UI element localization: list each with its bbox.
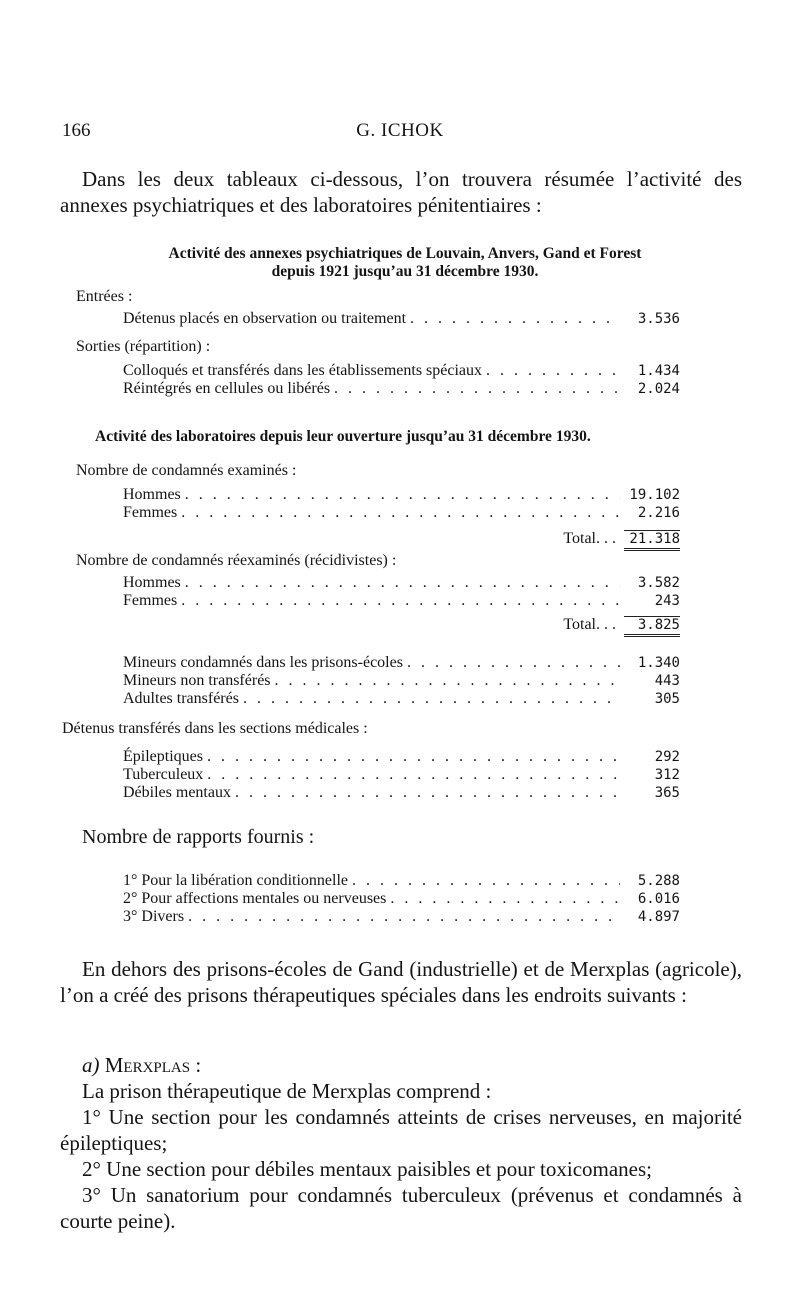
row-value: 305 xyxy=(654,691,680,707)
sorties-label: Sorties (répartition) : xyxy=(76,338,211,355)
row-value: 2.216 xyxy=(637,505,680,521)
entrees-list xyxy=(123,310,680,328)
sections-list xyxy=(123,748,680,802)
row-label: Mineurs non transférés xyxy=(123,672,271,689)
row-label: 1° Pour la libération conditionnelle xyxy=(123,872,349,889)
examines-list xyxy=(123,486,680,522)
row-value: 3.536 xyxy=(637,311,680,327)
total-label: Total. . . xyxy=(563,616,616,633)
row-value: 1.434 xyxy=(637,363,680,379)
list-item-1: 1° Une section pour les condamnés atteints de crises nerveuses, en majorité épileptiques; xyxy=(60,1105,742,1155)
reexamines-label: Nombre de condamnés réexaminés (récidivistes) : xyxy=(76,552,397,569)
row-value: 1.340 xyxy=(637,655,680,671)
row-value: 243 xyxy=(654,593,680,609)
row-value: 312 xyxy=(654,767,680,783)
row-label: Hommes xyxy=(123,574,181,591)
examines-label: Nombre de condamnés examinés : xyxy=(76,462,297,479)
rapports-list xyxy=(123,872,680,926)
table-row xyxy=(123,362,680,380)
total-value: 21.318 xyxy=(624,530,680,551)
sorties-list xyxy=(123,362,680,398)
row-label: Épileptiques xyxy=(123,748,203,765)
sections-label: Détenus transférés dans les sections médicales : xyxy=(62,720,368,737)
table-row xyxy=(123,504,680,522)
row-value: 443 xyxy=(654,673,680,689)
row-label: Mineurs condamnés dans les prisons-écoles xyxy=(123,654,403,671)
table-row xyxy=(123,380,680,398)
row-value: 365 xyxy=(654,785,680,801)
body-paragraph xyxy=(60,956,742,1008)
table1-title-line1: Activité des annexes psychiatriques de Louvain, Anvers, Gand et Forest xyxy=(168,245,642,262)
section-a-title: Merxplas : xyxy=(104,1053,202,1077)
total-value: 3.825 xyxy=(624,616,680,637)
intro-paragraph xyxy=(60,166,742,218)
row-value: 3.582 xyxy=(637,575,680,591)
row-label: Hommes xyxy=(123,486,181,503)
row-label: Détenus placés en observation ou traitement xyxy=(123,310,407,327)
row-value: 19.102 xyxy=(629,487,680,503)
row-label: Réintégrés en cellules ou libérés xyxy=(123,380,331,397)
entrees-label: Entrées : xyxy=(76,288,133,305)
row-value: 292 xyxy=(654,749,680,765)
section-a-heading xyxy=(60,1052,742,1078)
total-label: Total. . . xyxy=(563,530,616,547)
table-row xyxy=(123,654,680,672)
examines-total-row xyxy=(123,530,680,551)
row-label: Débiles mentaux xyxy=(123,784,231,801)
row-label: Colloqués et transférés dans les établissements spéciaux xyxy=(123,362,483,379)
table-row xyxy=(123,310,680,328)
table-row xyxy=(123,766,680,784)
table-row xyxy=(123,890,680,908)
section-a xyxy=(60,1052,742,1234)
table2-title: Activité des laboratoires depuis leur ouverture jusqu’au 31 décembre 1930. xyxy=(95,428,591,445)
page-number: 166 xyxy=(62,120,91,141)
para-prisons: En dehors des prisons-écoles de Gand (industrielle) et de Merxplas (agricole), l’on a créé des prisons thérapeutiques spéciales dans les endroits suivants : xyxy=(60,957,742,1007)
row-label: Tuberculeux xyxy=(123,766,204,783)
table-row xyxy=(123,574,680,592)
running-header-author: G. ICHOK xyxy=(356,120,444,141)
table-row xyxy=(123,672,680,690)
row-value: 6.016 xyxy=(637,891,680,907)
rapports-heading: Nombre de rapports fournis : xyxy=(82,826,315,848)
row-label: 2° Pour affections mentales ou nerveuses xyxy=(123,890,387,907)
table-row xyxy=(123,690,680,708)
row-label: Femmes xyxy=(123,592,178,609)
list-item-2: 2° Une section pour débiles mentaux paisibles et pour toxicomanes; xyxy=(82,1157,653,1181)
table-row xyxy=(123,908,680,926)
table-row xyxy=(123,784,680,802)
mineurs-list xyxy=(123,654,680,708)
table-row xyxy=(123,486,680,504)
table-row xyxy=(123,748,680,766)
table1-title-line2: depuis 1921 jusqu’au 31 décembre 1930. xyxy=(271,263,539,280)
row-value: 4.897 xyxy=(637,909,680,925)
row-value: 5.288 xyxy=(637,873,680,889)
row-value: 2.024 xyxy=(637,381,680,397)
section-a-letter: a) xyxy=(82,1053,100,1077)
table-row xyxy=(123,872,680,890)
row-label: Femmes xyxy=(123,504,178,521)
reexamines-list xyxy=(123,574,680,610)
list-item-3: 3° Un sanatorium pour condamnés tuberculeux (prévenus et condamnés à courte peine). xyxy=(60,1183,742,1233)
reexamines-total-row xyxy=(123,616,680,637)
row-label: Adultes transférés xyxy=(123,690,239,707)
row-label: 3° Divers xyxy=(123,908,185,925)
intro-text: Dans les deux tableaux ci-dessous, l’on trouvera résumée l’activité des annexes psychiatriques et des laboratoires pénitentiaires : xyxy=(60,167,742,217)
table-row xyxy=(123,592,680,610)
table1-title xyxy=(95,245,715,281)
para-merxplas: La prison thérapeutique de Merxplas comprend : xyxy=(82,1079,492,1103)
